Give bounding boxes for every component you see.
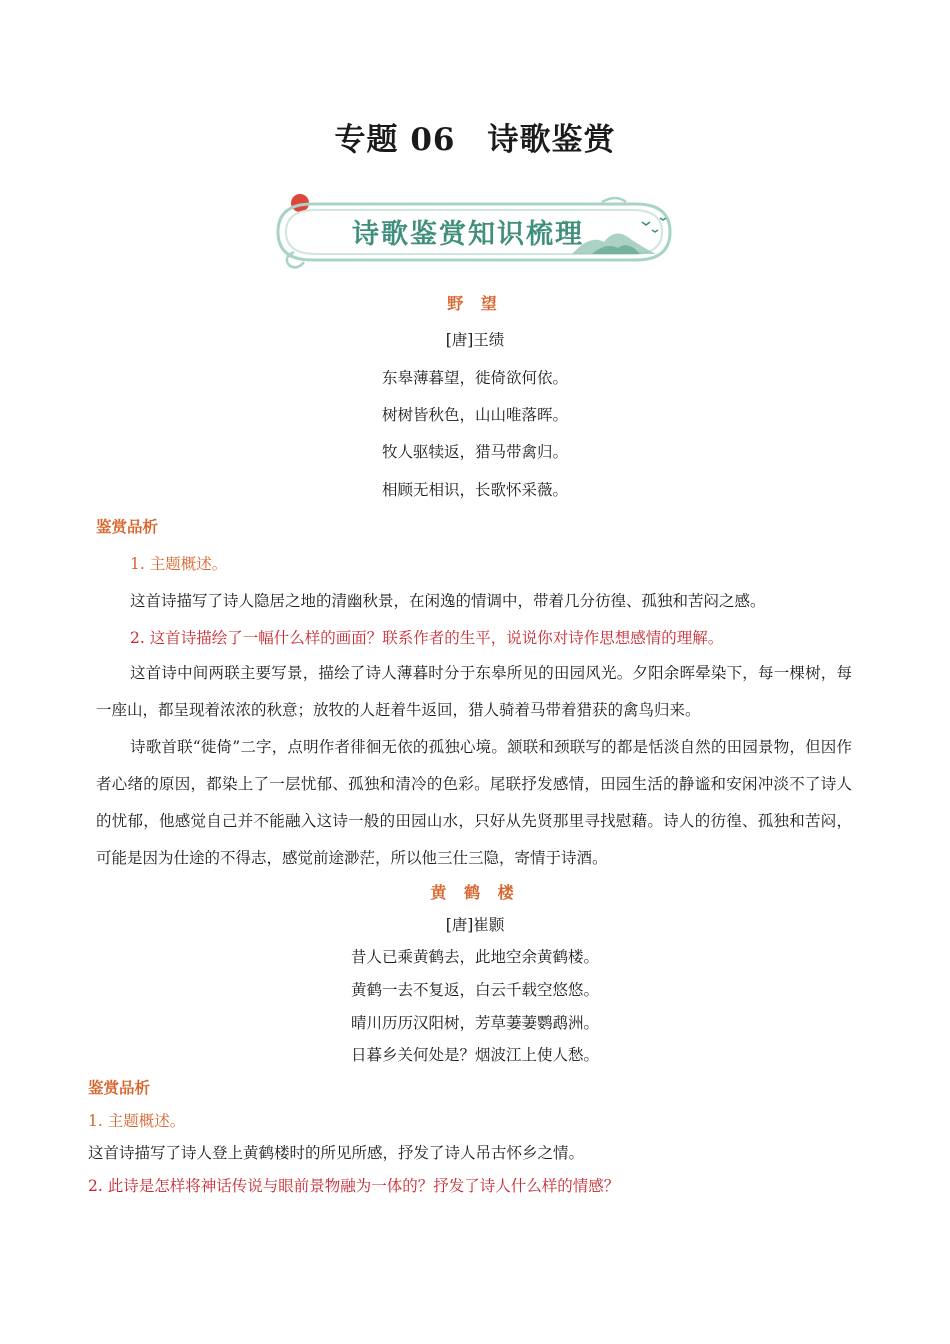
question-2: 2. 这首诗描绘了一幅什么样的画面？联系作者的生平，说说你对诗作思想感情的理解。 bbox=[130, 629, 724, 647]
poem-line: 树树皆秋色，山山唯落晖。 bbox=[381, 406, 568, 424]
banner-text: 诗歌鉴赏知识梳理 bbox=[352, 219, 584, 250]
analysis-label: 鉴赏品析 bbox=[88, 1078, 151, 1097]
poem-line: 牧人驱犊返，猎马带禽归。 bbox=[381, 443, 568, 461]
question-1: 1. 主题概述。 bbox=[130, 555, 228, 573]
answer-2-paragraph: 诗歌首联“徙倚”二字，点明作者徘徊无依的孤独心境。颔联和颈联写的都是恬淡自然的田园景物，但因作者心绪的原因，都染上了一层忧郁、孤独和清冷的色彩。尾联抒发感情，田园生活的静谧和安闲冲淡不了诗人的忧郁，他感觉自己并不能融入这诗一般的田园山水，只好从先贤那里寻找慰藉。诗人的彷徨、孤独和苦闷，可能是因为仕途的不得志，感觉前途渺茫，所以他三仕三隐，寄情于诗酒。 bbox=[96, 738, 852, 867]
answer-2-paragraph: 这首诗中间两联主要写景，描绘了诗人薄暮时分于东皋所见的田园风光。夕阳余晖晕染下，每一棵树，每一座山，都呈现着浓浓的秋意；放牧的人赶着牛返回，猎人骑着马带着猎获的禽鸟归来。 bbox=[96, 664, 852, 719]
swirl-top-icon bbox=[602, 198, 626, 202]
poem-author: [唐]王绩 bbox=[445, 331, 505, 349]
poem-line: 日暮乡关何处是？烟波江上使人愁。 bbox=[350, 1046, 599, 1064]
banner-frame bbox=[272, 190, 676, 274]
answer-1: 这首诗描写了诗人登上黄鹤楼时的所见所感，抒发了诗人吊古怀乡之情。 bbox=[88, 1144, 585, 1162]
poem-author: [唐]崔颢 bbox=[445, 916, 505, 934]
question-2: 2. 此诗是怎样将神话传说与眼前景物融为一体的？抒发了诗人什么样的情感？ bbox=[88, 1177, 620, 1195]
poem-title: 野 望 bbox=[447, 294, 503, 313]
analysis-label: 鉴赏品析 bbox=[96, 517, 159, 536]
poem-line: 黄鹤一去不复返，白云千载空悠悠。 bbox=[350, 981, 599, 999]
poem-line: 昔人已乘黄鹤去，此地空余黄鹤楼。 bbox=[350, 948, 599, 966]
poem-line: 东皋薄暮望，徙倚欲何依。 bbox=[381, 369, 568, 387]
page-title: 专题 06 诗歌鉴赏 bbox=[334, 122, 616, 158]
poem-title: 黄 鹤 楼 bbox=[430, 883, 520, 902]
question-1: 1. 主题概述。 bbox=[88, 1112, 186, 1130]
section-banner bbox=[272, 190, 676, 274]
poem-line: 相顾无相识，长歌怀采薇。 bbox=[381, 481, 568, 499]
answer-1: 这首诗描写了诗人隐居之地的清幽秋景，在闲逸的情调中，带着几分彷徨、孤独和苦闷之感。 bbox=[130, 592, 766, 610]
poem-line: 晴川历历汉阳树，芳草萋萋鹦鹉洲。 bbox=[350, 1014, 599, 1032]
